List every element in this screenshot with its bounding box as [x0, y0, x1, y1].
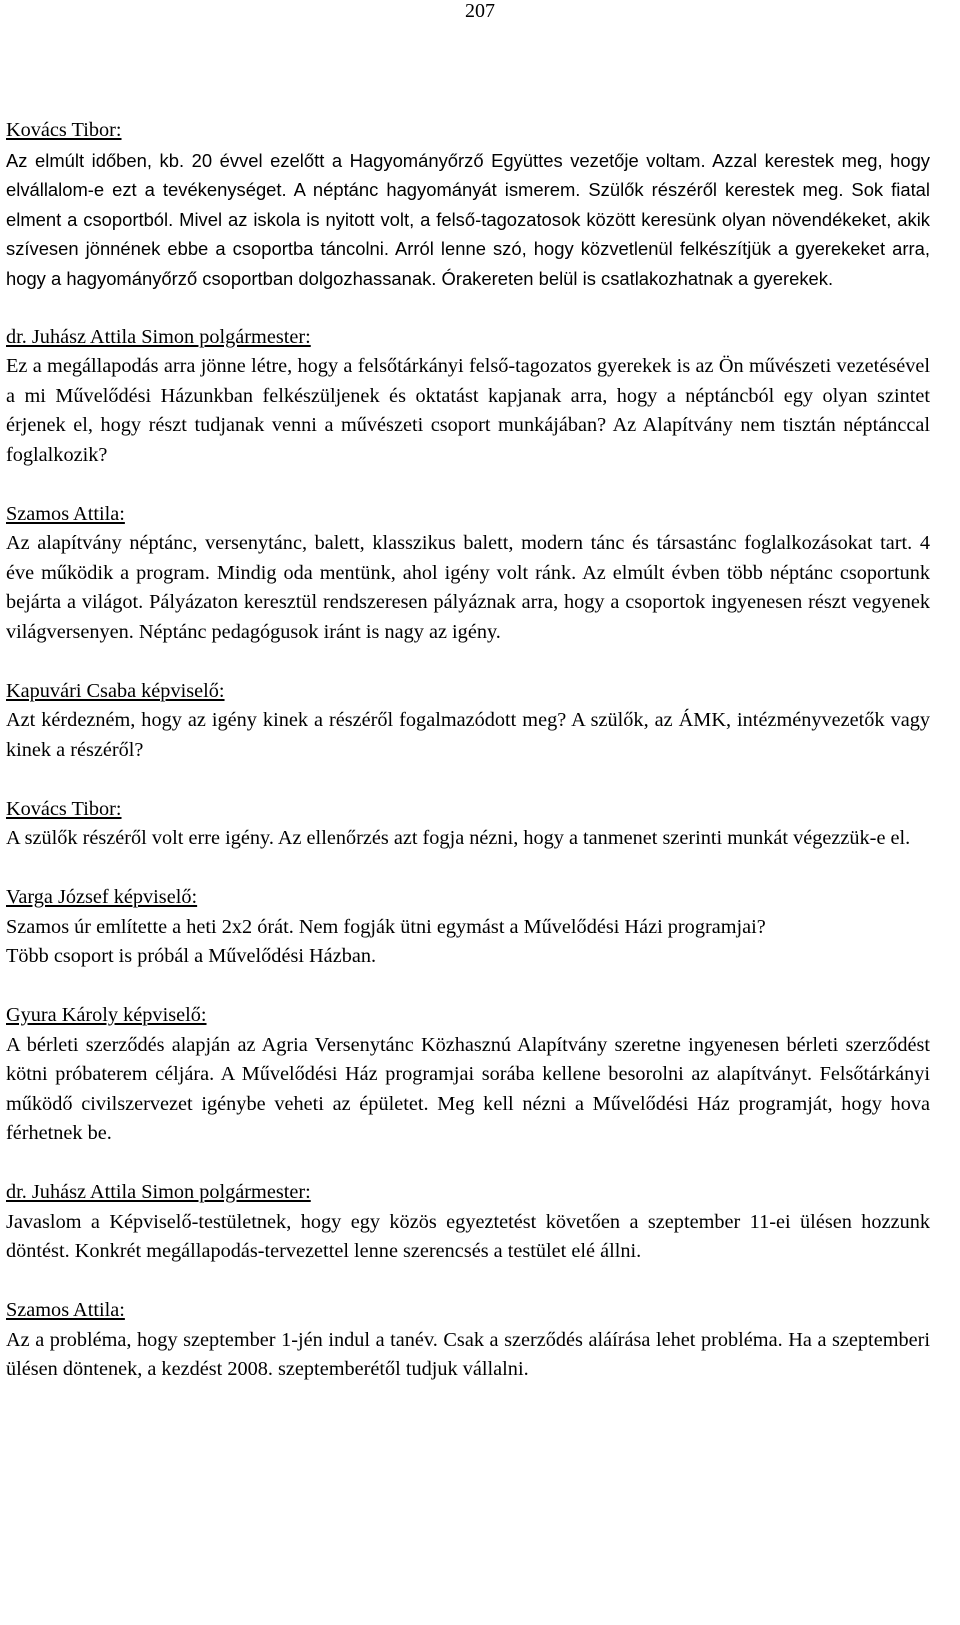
statement-block — [6, 1178, 930, 1267]
statement-block — [6, 795, 930, 854]
statement-block — [6, 1296, 930, 1385]
statement-text: Az elmúlt időben, kb. 20 évvel ezelőtt a Hagyományőrző Együttes vezetője voltam. Azzal kerestek meg, hogy elvállalom-e ezt a tevékenységet. A néptánc hagyományát ismerem. Szülők részéről kerestek meg. Sok fiatal elment a csoportból. Mivel az iskola is nyitott volt, a felső-tagozatosok között keresünk olyan növendékeket, akik szívesen jönnének ebbe a csoportba táncolni. Arról lenne szó, hogy közvetlenül felkészítjük a gyerekeket arra, hogy a hagyományőrző csoportban dolgozhassanak. Órakereten belül is csatlakozhatnak a gyerekek. — [6, 149, 930, 289]
minutes-body — [6, 116, 930, 1414]
speaker-name: Gyura Károly képviselő: — [6, 1004, 207, 1026]
statement-text: Több csoport is próbál a Művelődési Házban. — [6, 945, 377, 967]
statement-block — [6, 677, 930, 766]
statement-block — [6, 500, 930, 648]
statement-text: Javaslom a Képviselő-testületnek, hogy egy közös egyeztetést követően a szeptember 11-ei ülésen hozzunk döntést. Konkrét megállapodás-tervezettel lenne szerencsés a testület elé állni. — [6, 1210, 930, 1262]
statement-block — [6, 116, 930, 293]
page-number: 207 — [465, 0, 495, 22]
speaker-name: Szamos Attila: — [6, 1299, 125, 1321]
statement-text: Azt kérdezném, hogy az igény kinek a részéről fogalmazódott meg? A szülők, az ÁMK, intézményvezetők vagy kinek a részéről? — [6, 709, 930, 761]
statement-text: Az alapítvány néptánc, versenytánc, balett, klasszikus balett, modern tánc és társastánc foglalkozásokat tart. 4 éve működik a program. Mindig oda mentünk, ahol igény volt ránk. Az elmúlt évben több néptánc csoportunk bejárta a világot. Pályázaton keresztül rendszeresen pályáznak arra, hogy a csoportok ingyenesen részt vegyenek világversenyen. Néptánc pedagógusok iránt is nagy az igény. — [6, 532, 930, 643]
statement-text: Szamos úr említette a heti 2x2 órát. Nem fogják ütni egymást a Művelődési Házi programjai? — [6, 915, 766, 938]
speaker-name: dr. Juhász Attila Simon polgármester: — [6, 1181, 311, 1203]
statement-text: Ez a megállapodás arra jönne létre, hogy a felsőtárkányi felső-tagozatos gyerekek is az Ön művészeti vezetésével a mi Művelődési Házunkban felkészüljenek és oktatást kapjanak arra, hogy a néptáncból egy olyan szintet érjenek el, hogy részt tudjanak venni a művészeti csoport munkájában? Az Alapítvány nem tisztán néptánccal foglalkozik? — [6, 355, 930, 466]
speaker-name: dr. Juhász Attila Simon polgármester: — [6, 325, 311, 348]
speaker-name: Szamos Attila: — [6, 502, 125, 525]
statement-text: A szülők részéről volt erre igény. Az ellenőrzés azt fogja nézni, hogy a tanmenet szerinti munkát végezzük-e el. — [6, 827, 911, 849]
statement-block — [6, 323, 930, 471]
speaker-name: Kapuvári Csaba képviselő: — [6, 679, 225, 702]
speaker-name: Kovács Tibor: — [6, 797, 122, 820]
statement-block — [6, 883, 930, 972]
statement-text: Az a probléma, hogy szeptember 1-jén indul a tanév. Csak a szerződés aláírása lehet probléma. Ha a szeptemberi ülésen döntenek, a kezdést 2008. szeptemberétől tudjuk vállalni. — [6, 1328, 930, 1380]
statement-block — [6, 1001, 930, 1149]
speaker-name: Kovács Tibor: — [6, 119, 122, 141]
statement-text: A bérleti szerződés alapján az Agria Versenytánc Közhasznú Alapítvány szeretne ingyenesen bérleti szerződést kötni próbaterem céljára. A Művelődési Ház programjai sorába kellene besorolni az alapítványt. Felsőtárkányi működő civilszervezet igénybe veheti az épületet. Meg kell nézni a Művelődési Ház programját, hogy hova férhetnek be. — [6, 1033, 930, 1144]
speaker-name: Varga József képviselő: — [6, 886, 198, 908]
